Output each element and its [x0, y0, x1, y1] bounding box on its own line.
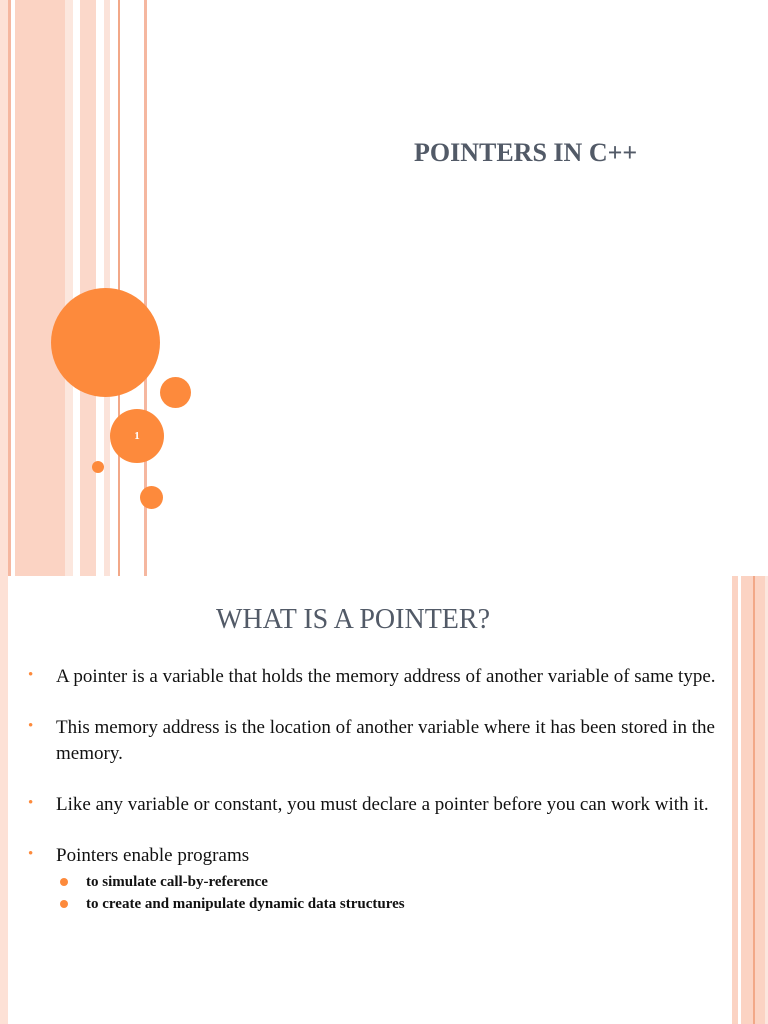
decorative-circle-large [51, 288, 160, 397]
decorative-stripe [753, 576, 755, 1024]
bullet-text: A pointer is a variable that holds the memory address of another variable of same type. [56, 666, 716, 687]
list-item [28, 792, 718, 818]
bullet-list [28, 664, 718, 940]
list-item [28, 715, 718, 767]
bullet-dot-icon [60, 878, 68, 886]
content-slide [0, 576, 768, 1024]
decorative-stripe [80, 0, 96, 576]
bullet-dot-icon [60, 900, 68, 908]
decorative-circle-small [140, 486, 163, 509]
slide-title: WHAT IS A POINTER? [215, 604, 491, 635]
bullet-icon: • [28, 846, 34, 862]
bullet-text: Like any variable or constant, you must declare a pointer before you can work with it. [56, 794, 709, 815]
list-item [28, 664, 718, 690]
slide-title: POINTERS IN C++ [414, 138, 638, 167]
bullet-icon: • [28, 718, 34, 734]
slide-number-circle [110, 409, 164, 463]
sub-list-item [56, 871, 718, 893]
sub-bullet-text: to simulate call-by-reference [86, 874, 268, 890]
slide-number: 1 [134, 430, 140, 442]
decorative-circle [160, 377, 191, 408]
bullet-icon: • [28, 667, 34, 683]
sub-bullet-list [56, 871, 718, 915]
bullet-icon: • [28, 795, 34, 811]
decorative-stripe [65, 0, 73, 576]
decorative-stripe [15, 0, 65, 576]
bullet-text: Pointers enable programs [56, 845, 250, 866]
decorative-stripe [0, 0, 8, 576]
sub-bullet-text: to create and manipulate dynamic data structures [86, 896, 405, 912]
decorative-stripe [118, 0, 120, 576]
sub-list-item [56, 893, 718, 915]
decorative-circle-tiny [92, 461, 104, 473]
decorative-stripe [0, 576, 8, 1024]
bullet-text: This memory address is the location of another variable where it has been stored in the memory. [56, 717, 715, 764]
list-item [28, 843, 718, 915]
